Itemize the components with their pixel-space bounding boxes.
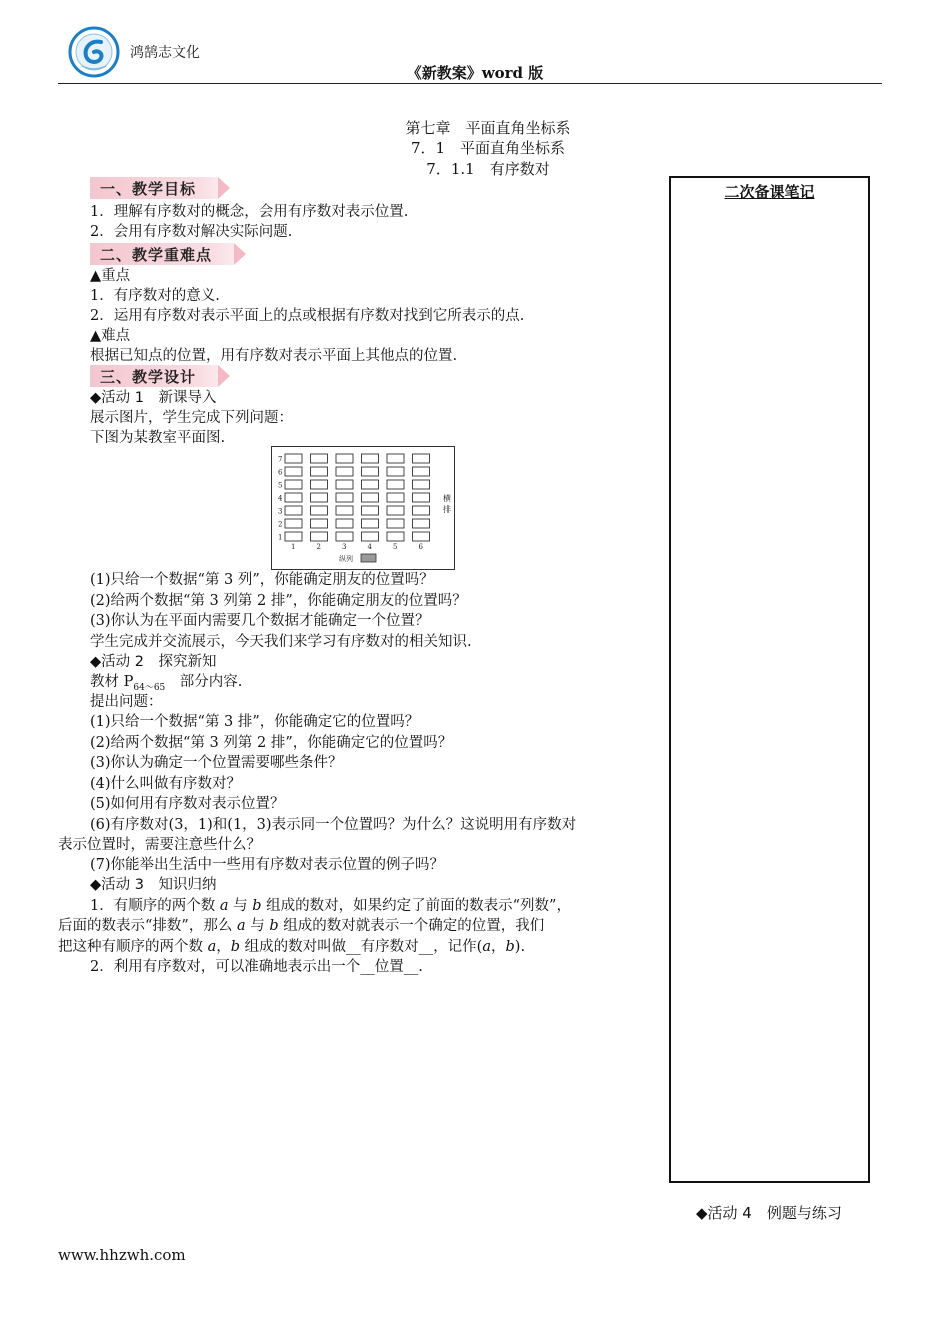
- seat: [336, 519, 353, 528]
- goal-item: 1．理解有序数对的概念，会用有序数对表示位置.: [90, 204, 409, 220]
- teacher-desk: [361, 554, 376, 562]
- seat: [285, 532, 302, 541]
- header-divider: [58, 83, 882, 84]
- seat: [362, 532, 379, 541]
- seat: [285, 454, 302, 463]
- row-label: 7: [278, 455, 283, 464]
- diagram-bottom-label: 纵列: [339, 555, 353, 563]
- seat: [413, 454, 430, 463]
- subsection-title: 7．1.1 有序数对: [426, 160, 550, 178]
- row-label: 1: [278, 533, 283, 542]
- row-label: 3: [278, 507, 283, 516]
- activity3-paragraph: 把这种有顺序的两个数 a，b 组成的数对叫做__有序数对__，记作(a，b).: [58, 939, 526, 955]
- classroom-seat-diagram: [271, 446, 455, 570]
- activity3-paragraph: 后面的数表示“排数”，那么 a 与 b 组成的数对就表示一个确定的位置，我们: [58, 918, 545, 934]
- activity1-conclusion: 学生完成并交流展示，今天我们来学习有序数对的相关知识.: [90, 634, 472, 650]
- activity3-paragraph: 1．有顺序的两个数 a 与 b 组成的数对，如果约定了前面的数表示“列数”，: [90, 898, 571, 914]
- notes-panel: [669, 176, 870, 1183]
- seat: [362, 493, 379, 502]
- diagram-right-label-2: 排: [443, 505, 451, 514]
- seat: [285, 506, 302, 515]
- activity1-question: (1)只给一个数据“第 3 列”，你能确定朋友的位置吗？: [90, 572, 434, 588]
- seat: [285, 493, 302, 502]
- activity1-question: (3)你认为在平面内需要几个数据才能确定一个位置？: [90, 613, 430, 629]
- brand-name: 鸿鹄志文化: [130, 45, 200, 61]
- seat: [362, 480, 379, 489]
- section-title: 7．1 平面直角坐标系: [410, 139, 566, 157]
- difficult-item: 根据已知点的位置，用有序数对表示平面上其他点的位置.: [90, 348, 458, 364]
- seat: [387, 506, 404, 515]
- seat: [413, 480, 430, 489]
- seat: [362, 506, 379, 515]
- activity2-question: (7)你能举出生活中一些用有序数对表示位置的例子吗？: [90, 857, 445, 873]
- key-item: 1．有序数对的意义.: [90, 288, 220, 304]
- seat: [311, 506, 328, 515]
- activity2-question: (4)什么叫做有序数对？: [90, 776, 242, 792]
- column-label: 1: [291, 543, 296, 551]
- seat: [336, 493, 353, 502]
- row-label: 5: [278, 481, 283, 490]
- seat: [311, 480, 328, 489]
- seat: [311, 493, 328, 502]
- seat: [336, 480, 353, 489]
- row-label: 2: [278, 520, 283, 529]
- blank-answer: __位置__: [360, 959, 419, 975]
- seat: [336, 467, 353, 476]
- seat: [311, 519, 328, 528]
- section-heading-goals: 一、教学目标: [90, 177, 230, 199]
- difficult-label: ▲难点: [90, 328, 131, 344]
- seat: [311, 467, 328, 476]
- seat: [387, 480, 404, 489]
- seat: [387, 467, 404, 476]
- column-label: 3: [342, 543, 347, 551]
- seat: [336, 532, 353, 541]
- seat: [336, 506, 353, 515]
- section-heading-keypoints: 二、教学重难点: [90, 243, 246, 265]
- column-label: 2: [316, 543, 321, 551]
- seat: [413, 519, 430, 528]
- column-label: 5: [393, 543, 398, 551]
- activity2-title: ◆活动 2 探究新知: [90, 654, 217, 670]
- activity2-material: 教材 $P_{64\sim 65}$ 部分内容.: [90, 674, 243, 693]
- seat: [362, 454, 379, 463]
- seat: [311, 532, 328, 541]
- row-label: 4: [278, 494, 283, 503]
- activity1-line: 展示图片，学生完成下列问题：: [90, 410, 293, 426]
- seat: [413, 467, 430, 476]
- document-header-title: 《新教案》word 版: [406, 64, 544, 82]
- column-label: 6: [418, 543, 423, 551]
- footer-url[interactable]: www.hhzwh.com: [58, 1246, 186, 1264]
- seat: [387, 532, 404, 541]
- goal-item: 2．会用有序数对解决实际问题.: [90, 224, 293, 240]
- diagram-right-label-1: 横: [443, 494, 451, 503]
- activity2-question: (1)只给一个数据“第 3 排”，你能确定它的位置吗？: [90, 714, 420, 730]
- seat: [285, 467, 302, 476]
- activity2-question: 表示位置时，需要注意些什么？: [58, 837, 261, 853]
- seat: [285, 480, 302, 489]
- activity1-title: ◆活动 1 新课导入: [90, 390, 217, 406]
- column-label: 4: [367, 543, 372, 551]
- section-heading-design: 三、教学设计: [90, 365, 230, 387]
- seat: [413, 532, 430, 541]
- activity4-title: ◆活动 4 例题与练习: [696, 1204, 842, 1222]
- seat: [387, 454, 404, 463]
- key-item: 2．运用有序数对表示平面上的点或根据有序数对找到它所表示的点.: [90, 308, 525, 324]
- seat: [285, 519, 302, 528]
- blank-answer: __有序数对__: [346, 939, 434, 955]
- activity1-question: (2)给两个数据“第 3 列第 2 排”，你能确定朋友的位置吗？: [90, 593, 467, 609]
- activity3-paragraph: 2．利用有序数对，可以准确地表示出一个__位置__.: [90, 959, 423, 975]
- activity2-question: (5)如何用有序数对表示位置？: [90, 796, 285, 812]
- seat: [362, 467, 379, 476]
- seat: [387, 493, 404, 502]
- seat: [311, 454, 328, 463]
- seat: [413, 506, 430, 515]
- activity2-question: (2)给两个数据“第 3 列第 2 排”，你能确定它的位置吗？: [90, 735, 453, 751]
- activity1-line: 下图为某教室平面图.: [90, 430, 226, 446]
- notes-panel-title: 二次备课笔记: [724, 183, 815, 201]
- seat: [387, 519, 404, 528]
- activity3-title: ◆活动 3 知识归纳: [90, 877, 217, 893]
- seat: [413, 493, 430, 502]
- row-label: 6: [278, 468, 283, 477]
- seat: [362, 519, 379, 528]
- activity2-ask: 提出问题：: [90, 694, 163, 710]
- key-label: ▲重点: [90, 268, 131, 284]
- activity2-question: (6)有序数对(3，1)和(1，3)表示同一个位置吗？为什么？这说明用有序数对: [90, 817, 577, 833]
- chapter-title: 第七章 平面直角坐标系: [405, 119, 571, 137]
- activity2-question: (3)你认为确定一个位置需要哪些条件？: [90, 755, 343, 771]
- seat: [336, 454, 353, 463]
